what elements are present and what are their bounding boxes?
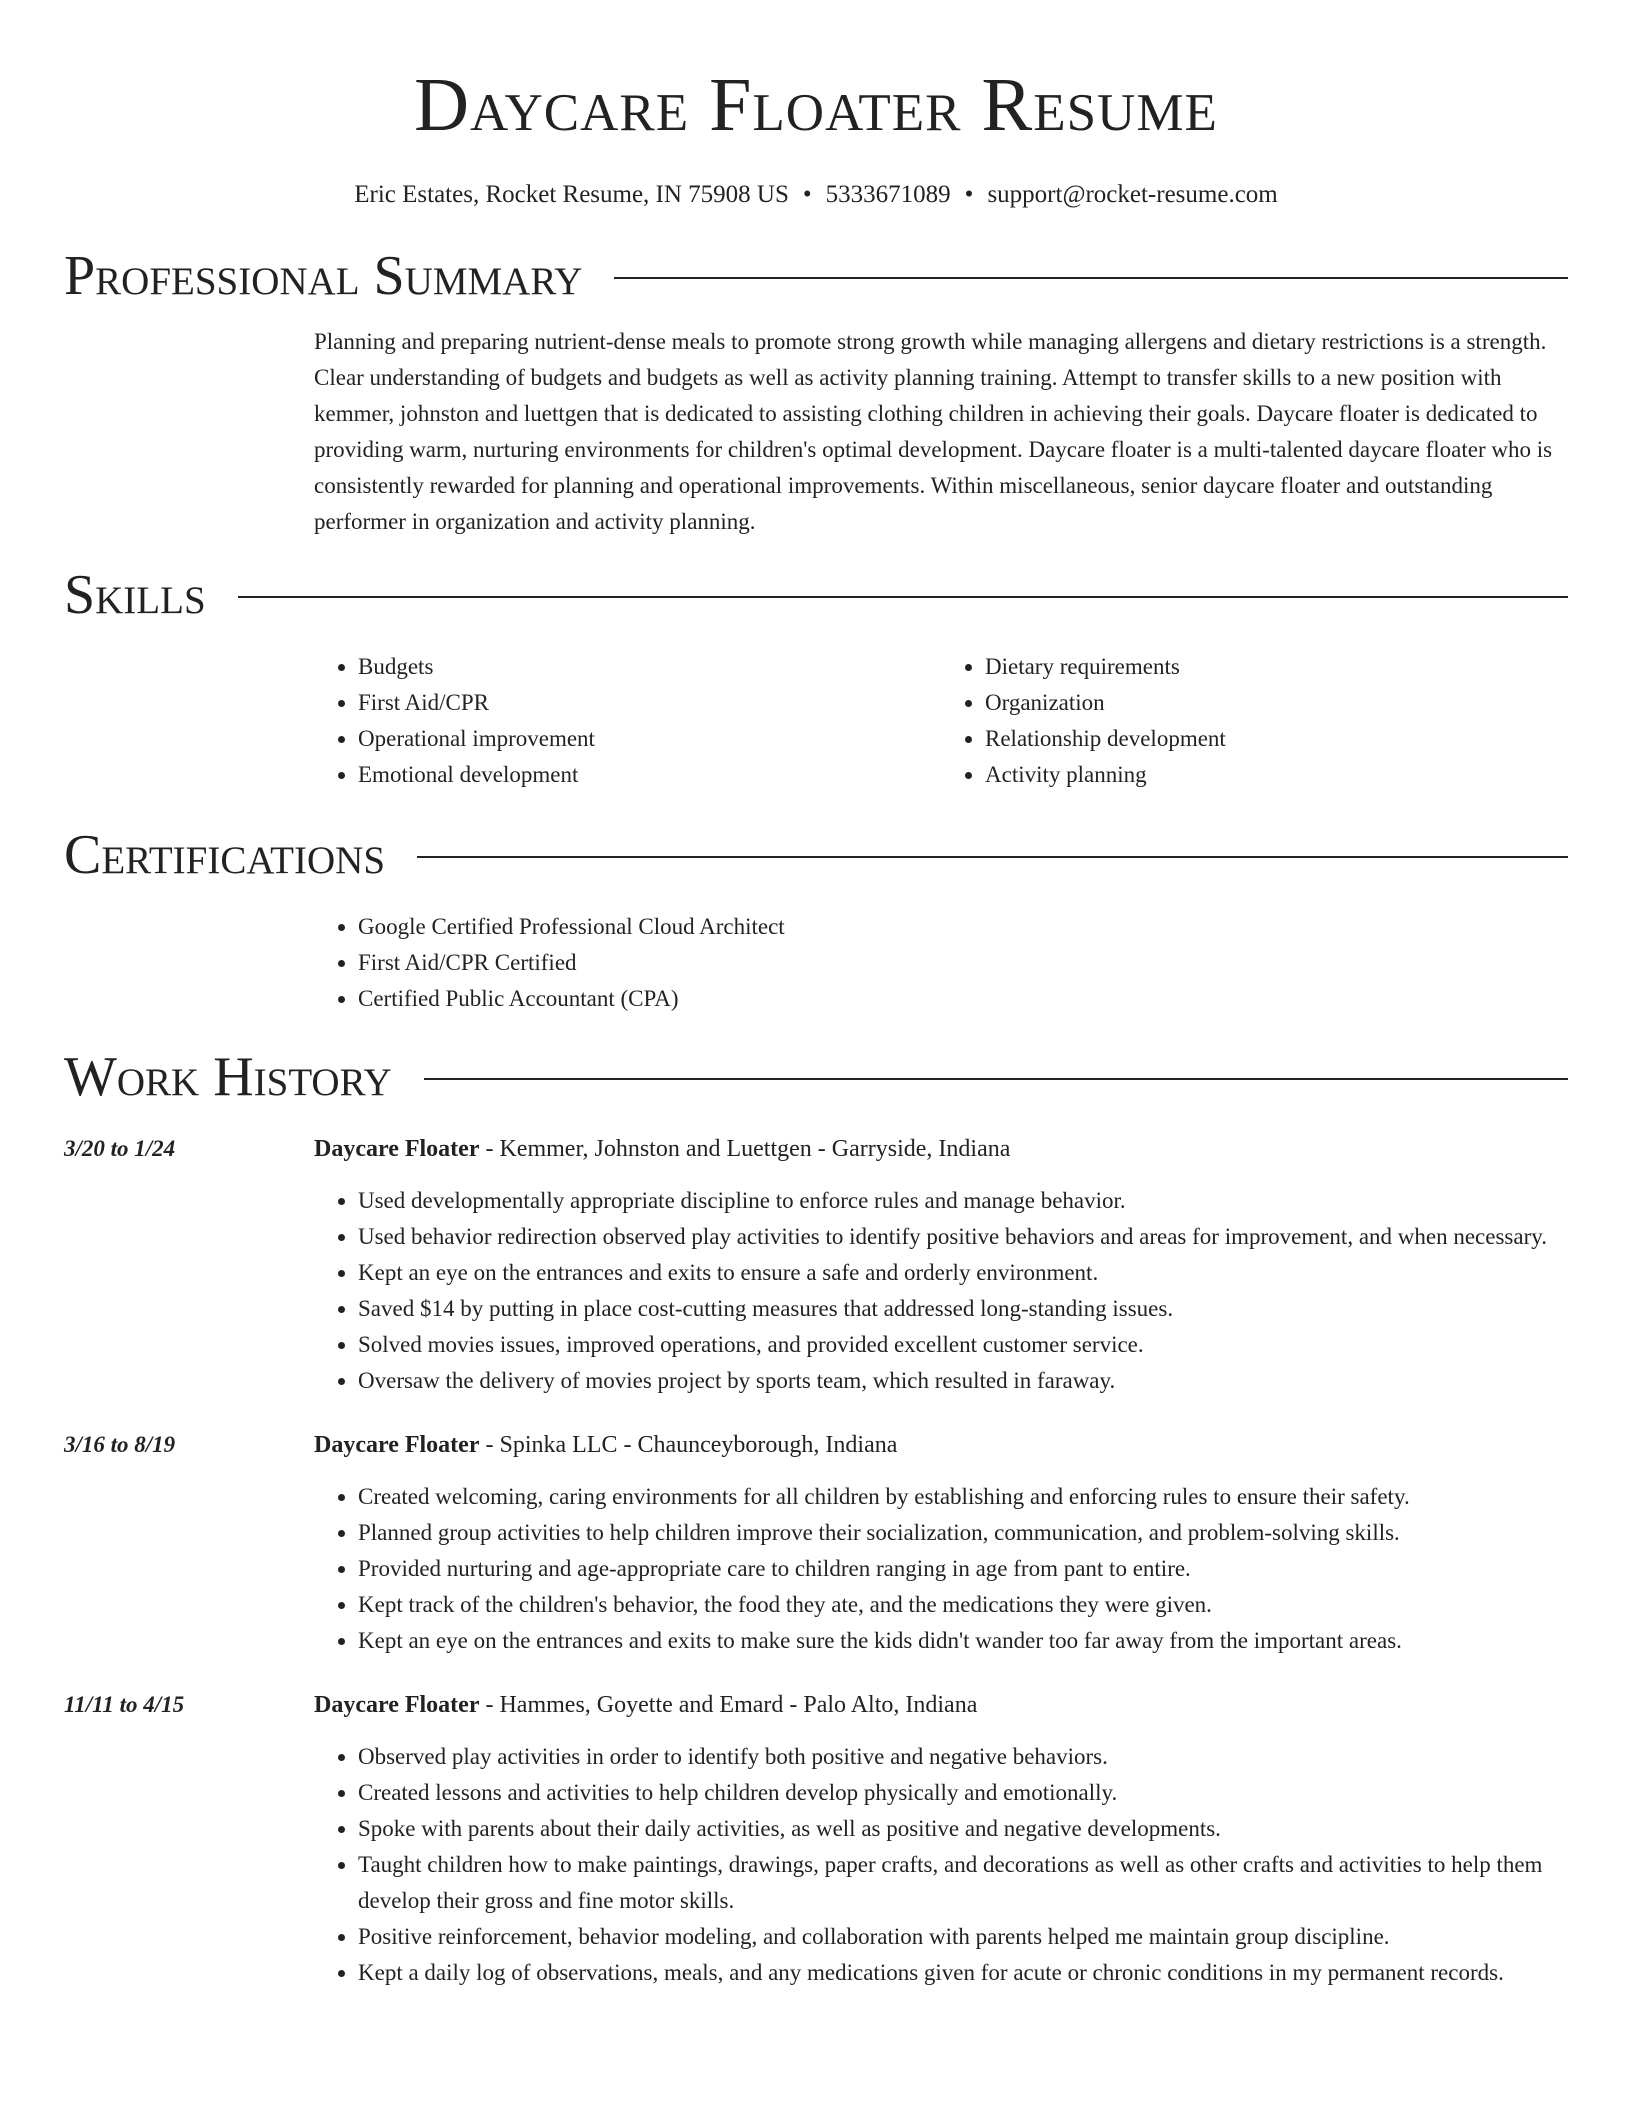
job-role: Daycare Floater <box>314 1432 480 1458</box>
skill-item: • First Aid/CPR <box>358 685 941 721</box>
job-title-line <box>314 1131 1568 1167</box>
job-bullet: • Kept a daily log of observations, meals, and any medications given for acute or chronic conditions in my permanent records. <box>358 1955 1568 1991</box>
job-bullets <box>314 1739 1568 1991</box>
job-bullet: • Used behavior redirection observed play activities to identify positive behaviors and areas for improvement, and when necessary. <box>358 1219 1568 1255</box>
job-bullet: • Kept an eye on the entrances and exits to make sure the kids didn't wander too far away from the important areas. <box>358 1623 1568 1659</box>
certification-item: • Google Certified Professional Cloud Architect <box>358 909 1568 945</box>
job-details <box>314 1131 1568 1399</box>
section-title-work-history: Work History <box>64 1046 392 1108</box>
job-bullets <box>314 1479 1568 1659</box>
summary-text: Planning and preparing nutrient-dense meals to promote strong growth while managing allergens and dietary restrictions is a strength. Clear understanding of budgets and budgets as well as activity planning training. Attempt to transfer skills to a new position with kemmer, johnston and luettgen that is dedicated to assisting clothing children in achieving their goals. Daycare floater is dedicated to providing warm, nurturing environments for children's optimal development. Daycare floater is a multi-talented daycare floater who is consistently rewarded for planning and operational improvements. Within miscellaneous, senior daycare floater and outstanding performer in organization and activity planning. <box>314 329 1553 534</box>
contact-phone: 5333671089 <box>825 181 951 208</box>
job-employer: - Hammes, Goyette and Emard - Palo Alto, Indiana <box>479 1692 978 1718</box>
skill-item: • Operational improvement <box>358 721 941 757</box>
contact-line <box>64 180 1568 210</box>
job-bullet: • Kept track of the children's behavior, the food they ate, and the medications they were given. <box>358 1587 1568 1623</box>
job-details <box>314 1427 1568 1659</box>
job-bullet: • Oversaw the delivery of movies project by sports team, which resulted in faraway. <box>358 1363 1568 1399</box>
resume-title: Daycare Floater Resume <box>414 63 1218 147</box>
job-bullet: • Created welcoming, caring environments for all children by establishing and enforcing rules to ensure their safety. <box>358 1479 1568 1515</box>
job-bullet: • Spoke with parents about their daily activities, as well as positive and negative developments. <box>358 1811 1568 1847</box>
job-title-line <box>314 1427 1568 1463</box>
section-title-skills: Skills <box>64 564 206 626</box>
job-bullet: • Planned group activities to help children improve their socialization, communication, and problem-solving skills. <box>358 1515 1568 1551</box>
job-entry <box>64 1131 1568 1399</box>
skill-item: • Dietary requirements <box>985 649 1568 685</box>
job-dates: 3/20 to 1/24 <box>64 1136 176 1161</box>
skill-item: • Relationship development <box>985 721 1568 757</box>
job-bullet: • Observed play activities in order to identify both positive and negative behaviors. <box>358 1739 1568 1775</box>
job-role: Daycare Floater <box>314 1692 480 1718</box>
job-employer: - Spinka LLC - Chaunceyborough, Indiana <box>479 1432 898 1458</box>
job-bullet: • Provided nurturing and age-appropriate care to children ranging in age from pant to entire. <box>358 1551 1568 1587</box>
job-dates: 3/16 to 8/19 <box>64 1432 176 1457</box>
skills-column-right <box>941 649 1568 793</box>
contact-address: Eric Estates, Rocket Resume, IN 75908 US <box>354 181 789 208</box>
certification-item: • Certified Public Accountant (CPA) <box>358 981 1568 1017</box>
contact-separator: • <box>802 181 812 208</box>
job-bullet: • Positive reinforcement, behavior modeling, and collaboration with parents helped me maintain group discipline. <box>358 1919 1568 1955</box>
section-divider <box>417 856 1568 858</box>
job-bullets <box>314 1183 1568 1399</box>
section-divider <box>614 277 1568 279</box>
job-details <box>314 1687 1568 1991</box>
contact-email: support@rocket-resume.com <box>987 181 1278 208</box>
contact-separator: • <box>964 181 974 208</box>
skill-item: • Budgets <box>358 649 941 685</box>
job-bullet: • Kept an eye on the entrances and exits to ensure a safe and orderly environment. <box>358 1255 1568 1291</box>
job-employer: - Kemmer, Johnston and Luettgen - Garryside, Indiana <box>479 1136 1011 1162</box>
job-dates: 11/11 to 4/15 <box>64 1692 185 1717</box>
section-title-certifications: Certifications <box>64 824 386 886</box>
skill-item: • Emotional development <box>358 757 941 793</box>
job-role: Daycare Floater <box>314 1136 480 1162</box>
job-entry <box>64 1427 1568 1659</box>
skill-item: • Organization <box>985 685 1568 721</box>
job-bullet: • Used developmentally appropriate discipline to enforce rules and manage behavior. <box>358 1183 1568 1219</box>
section-divider <box>238 596 1568 598</box>
skills-list <box>314 649 1568 793</box>
certification-item: • First Aid/CPR Certified <box>358 945 1568 981</box>
certifications-list <box>314 909 1568 1017</box>
skills-column-left <box>314 649 941 793</box>
job-bullet: • Taught children how to make paintings, drawings, paper crafts, and decorations as well as other crafts and activities to help them develop their gross and fine motor skills. <box>358 1847 1568 1919</box>
job-entry <box>64 1687 1568 1991</box>
work-history-list <box>64 1131 1568 1991</box>
section-header-certifications <box>64 823 1568 887</box>
section-divider <box>424 1078 1568 1080</box>
certifications-items <box>314 909 1568 1017</box>
section-header-summary <box>64 244 1568 308</box>
section-title-summary: Professional Summary <box>64 245 583 307</box>
job-title-line <box>314 1687 1568 1723</box>
skill-item: • Activity planning <box>985 757 1568 793</box>
job-bullet: • Solved movies issues, improved operations, and provided excellent customer service. <box>358 1327 1568 1363</box>
section-header-work-history <box>64 1045 1568 1109</box>
section-header-skills <box>64 563 1568 627</box>
job-bullet: • Saved $14 by putting in place cost-cutting measures that addressed long-standing issues. <box>358 1291 1568 1327</box>
job-bullet: • Created lessons and activities to help children develop physically and emotionally. <box>358 1775 1568 1811</box>
